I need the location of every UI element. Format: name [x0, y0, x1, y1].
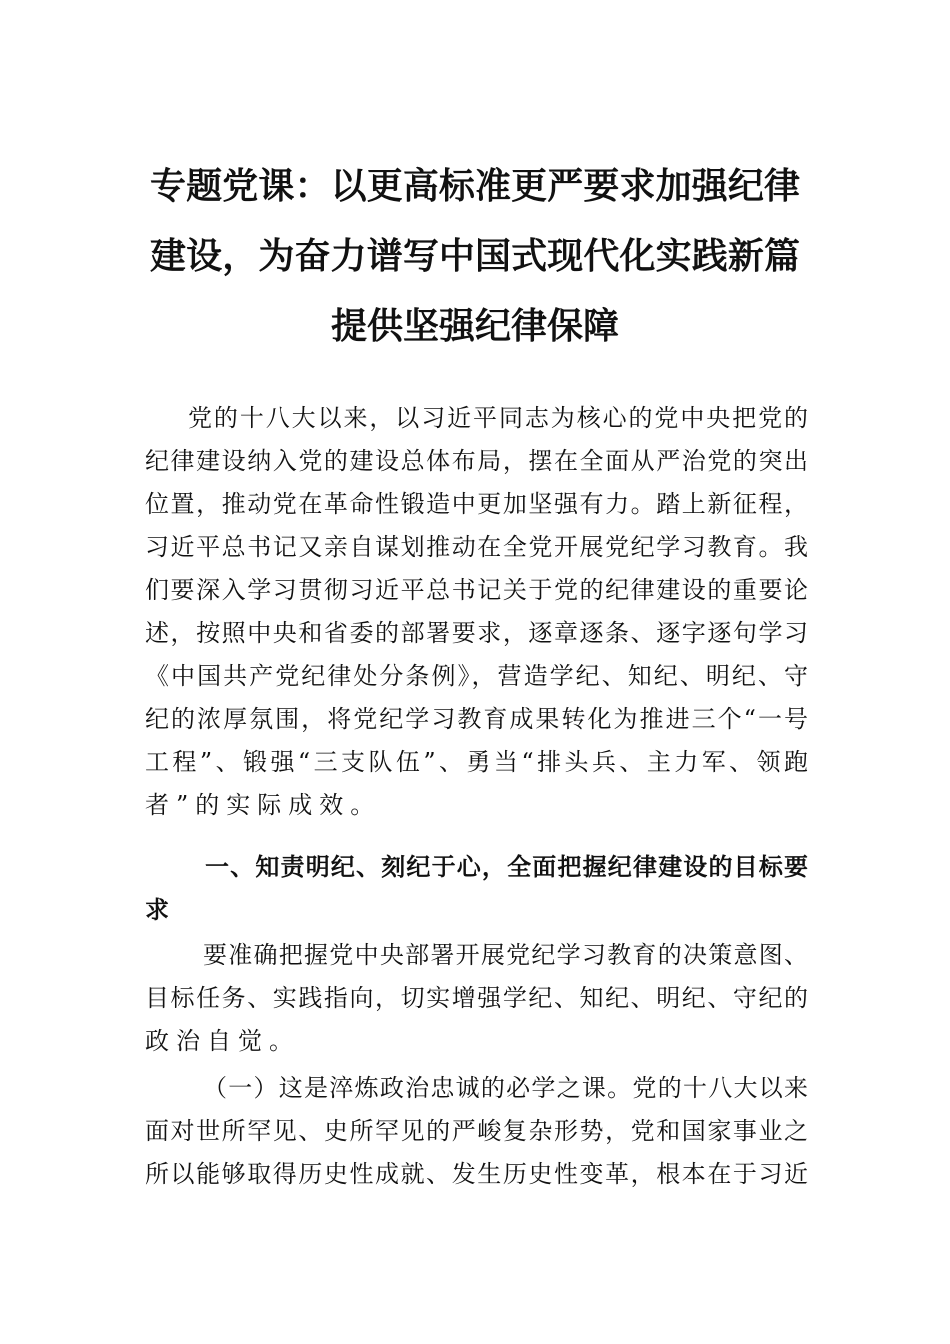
text-line: 《中国共产党纪律处分条例》，营造学纪、知纪、明纪、守 — [145, 662, 808, 690]
heading-line: 一、知责明纪、刻纪于心，全面把握纪律建设的目标要 — [205, 852, 808, 881]
text-line: 习近平总书记又亲自谋划推动在全党开展党纪学习教育。我 — [145, 533, 808, 561]
title-line: 提供坚强纪律保障 — [330, 305, 619, 347]
text-line: 述，按照中央和省委的部署要求，逐章逐条、逐字逐句学习 — [145, 619, 808, 647]
intro-paragraph — [145, 397, 808, 827]
text-line: 要准确把握党中央部署开展党纪学习教育的决策意图、 — [203, 941, 808, 969]
text-line: 位置，推动党在革命性锻造中更加坚强有力。踏上新征程， — [145, 490, 808, 518]
text-line: 目标任务、实践指向，切实增强学纪、知纪、明纪、守纪的 — [145, 984, 808, 1012]
section-heading — [145, 845, 808, 931]
text-line: 党的十八大以来，以习近平同志为核心的党中央把党的 — [188, 404, 808, 432]
text-line: 面对世所罕见、史所罕见的严峻复杂形势，党和国家事业之 — [145, 1117, 808, 1145]
text-line: 纪律建设纳入党的建设总体布局，摆在全面从严治党的突出 — [145, 447, 808, 475]
text-line: 工程”、锻强“三支队伍”、勇当“排头兵、主力军、领跑 — [145, 748, 808, 776]
text-line: 纪的浓厚氛围，将党纪学习教育成果转化为推进三个“一号 — [145, 705, 808, 733]
heading-line: 求 — [145, 895, 176, 924]
document-title — [150, 151, 800, 361]
text-line: 者”的实际成效。 — [145, 791, 382, 819]
text-line: 们要深入学习贯彻习近平总书记关于党的纪律建设的重要论 — [145, 576, 808, 604]
subsection-paragraph — [145, 1067, 808, 1196]
title-line: 建设，为奋力谱写中国式现代化实践新篇 — [150, 235, 800, 277]
text-line: 政治自觉。 — [145, 1027, 300, 1055]
title-line: 专题党课：以更高标准更严要求加强纪律 — [150, 165, 800, 207]
text-line: 所以能够取得历史性成就、发生历史性变革，根本在于习近 — [145, 1160, 808, 1188]
text-line: （一）这是淬炼政治忠诚的必学之课。党的十八大以来 — [203, 1074, 808, 1102]
section-paragraph — [145, 934, 808, 1063]
